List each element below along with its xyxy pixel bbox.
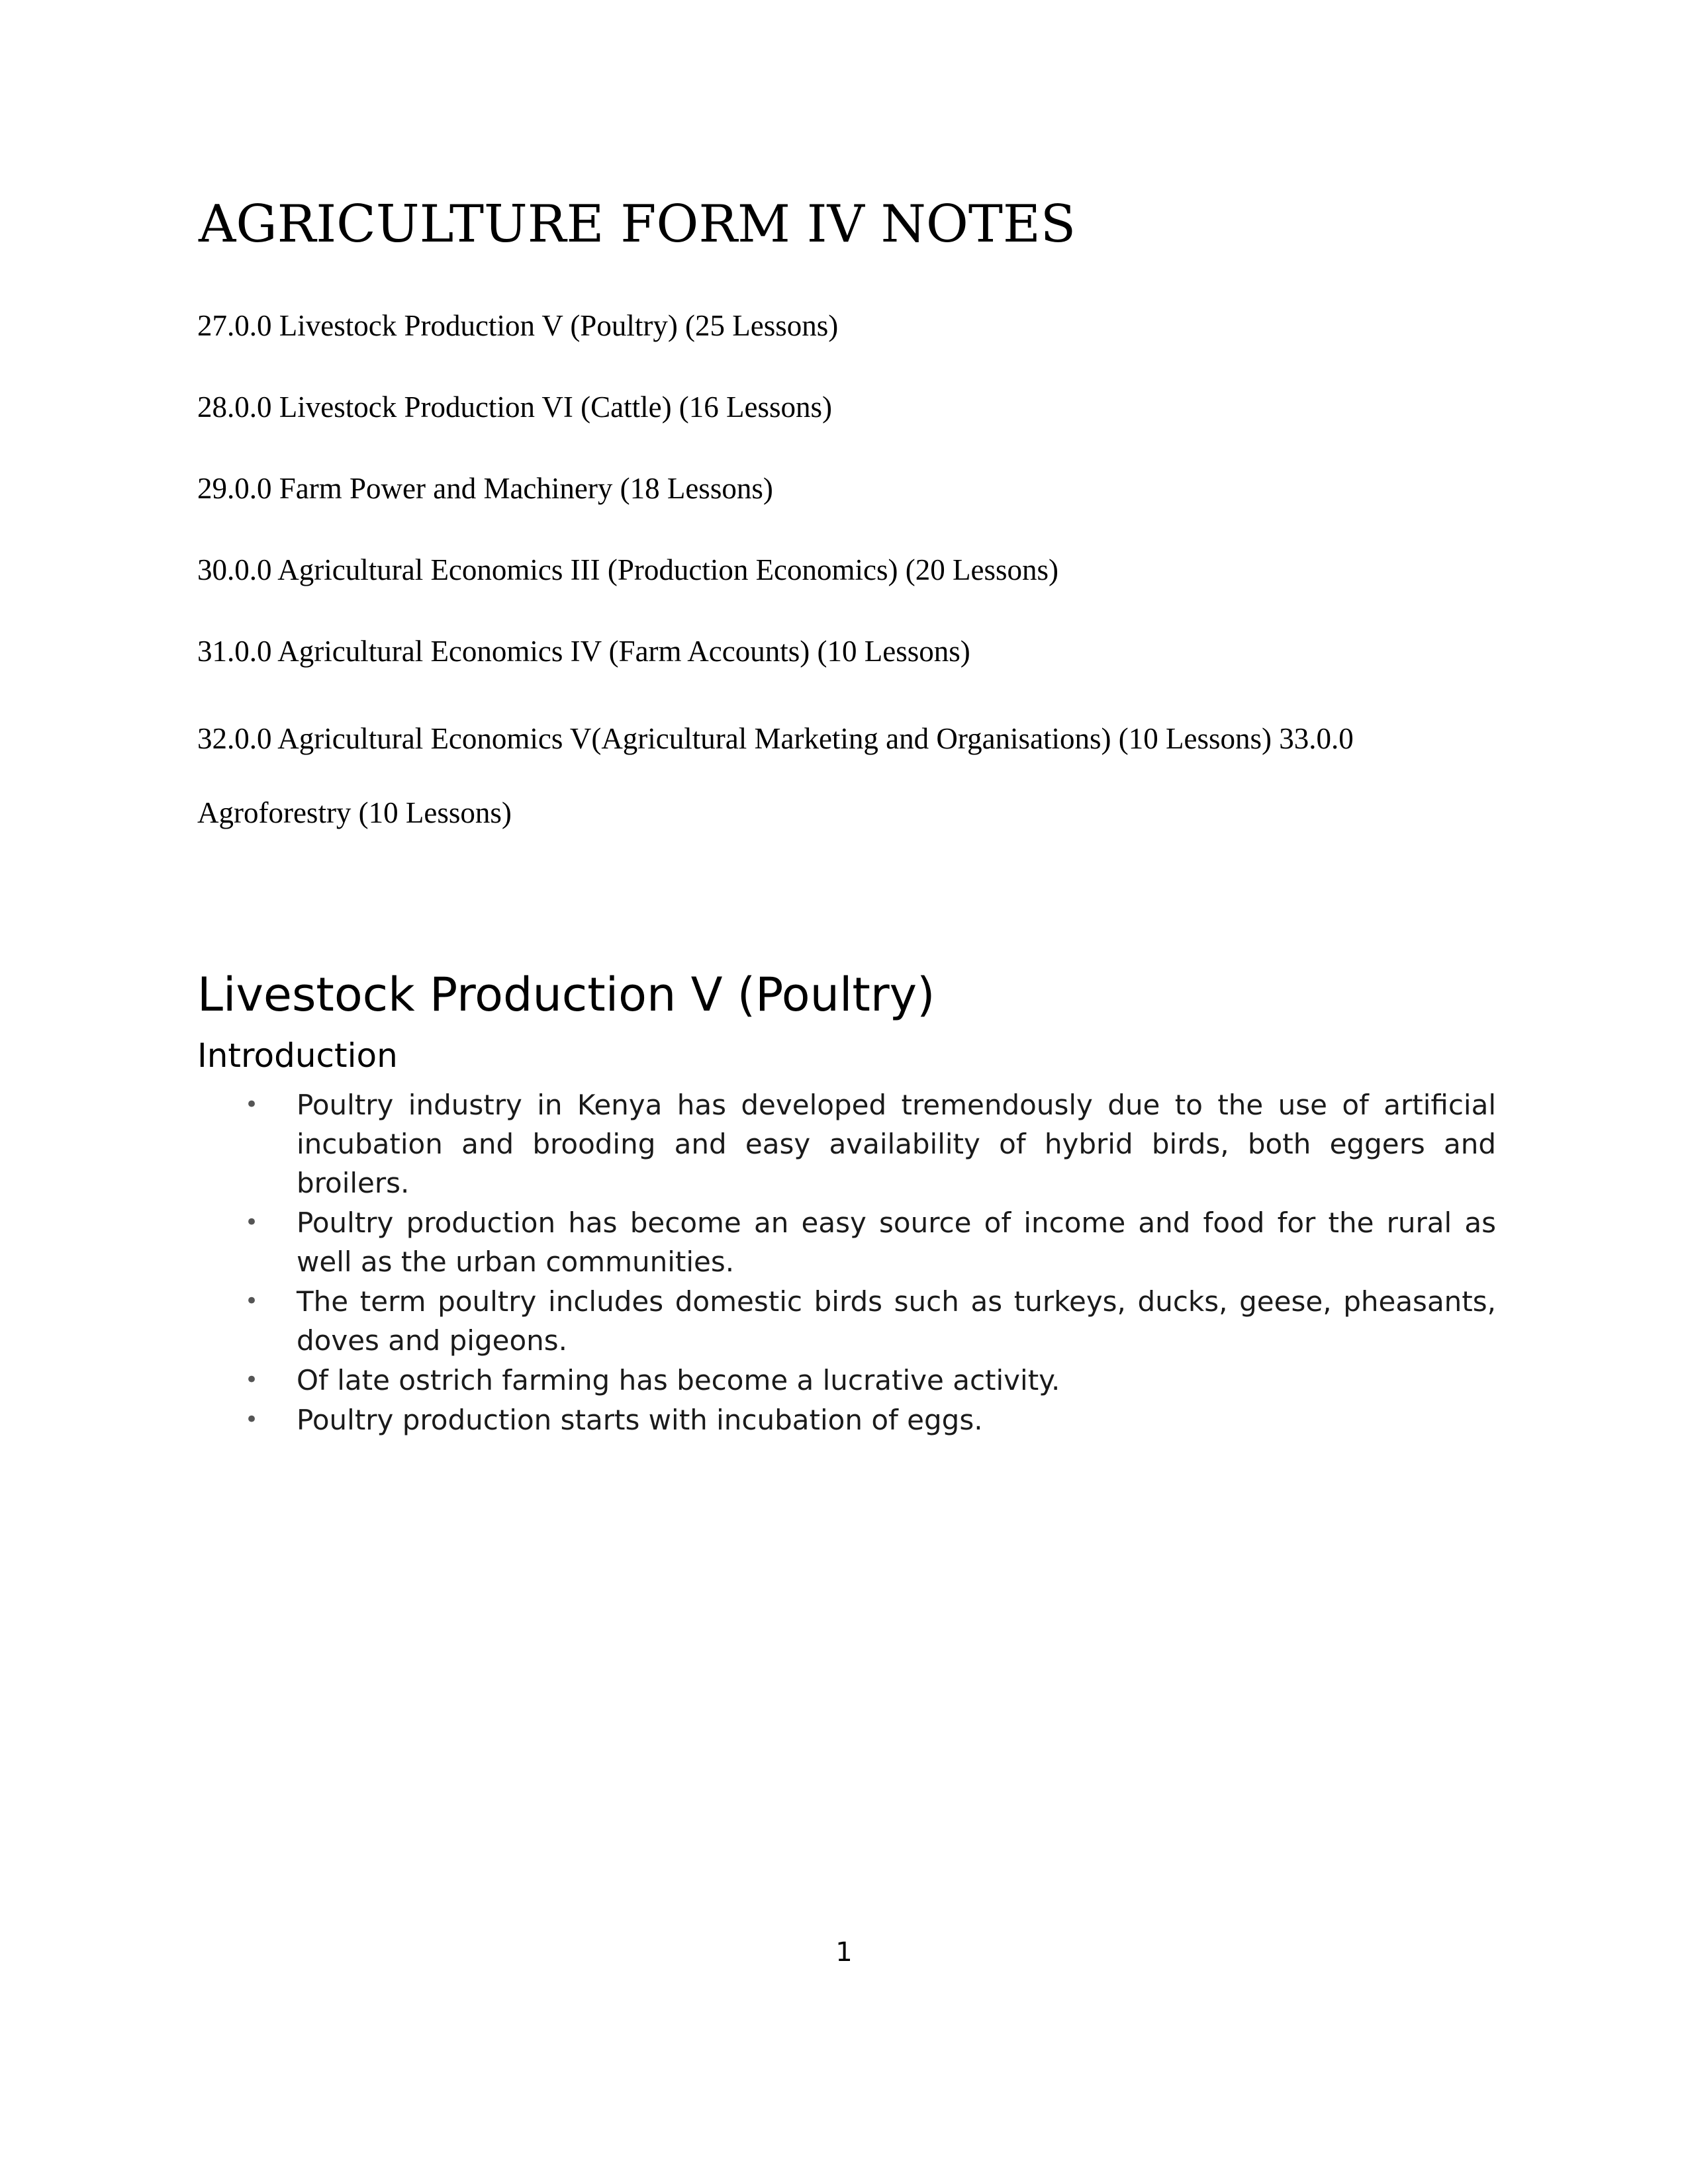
list-item-text: The term poultry includes domestic birds such as turkeys, ducks, geese, pheasants, doves and pigeons.: [297, 1285, 1496, 1357]
toc-item: 32.0.0 Agricultural Economics V(Agricultural Marketing and Organisations) (10 Lessons) 33.0.0 Agroforestry (10 Lessons): [197, 722, 1354, 829]
toc-item: 27.0.0 Livestock Production V (Poultry) (25 Lessons): [197, 309, 839, 342]
toc-item: 28.0.0 Livestock Production VI (Cattle) (16 Lessons): [197, 390, 833, 424]
bullet-icon: •: [245, 1288, 259, 1314]
list-item: [245, 1203, 1496, 1281]
toc-item: 31.0.0 Agricultural Economics IV (Farm Accounts) (10 Lessons): [197, 635, 970, 668]
bullet-icon: •: [245, 1091, 259, 1118]
list-item: [245, 1361, 1496, 1400]
list-item-text: Of late ostrich farming has become a lucrative activity.: [297, 1364, 1060, 1396]
toc-item: 30.0.0 Agricultural Economics III (Production Economics) (20 Lessons): [197, 553, 1058, 586]
section-subheading: Introduction: [197, 1036, 398, 1075]
section-heading: Livestock Production V (Poultry): [197, 968, 935, 1022]
list-item-text: Poultry industry in Kenya has developed tremendously due to the use of artificial incubation and brooding and easy availability of hybrid birds, both eggers and broilers.: [297, 1089, 1496, 1199]
list-item-text: Poultry production has become an easy source of income and food for the rural as well as the urban communities.: [297, 1206, 1496, 1278]
document-title: AGRICULTURE FORM IV NOTES: [199, 195, 1076, 254]
list-item-text: Poultry production starts with incubation of eggs.: [297, 1404, 983, 1436]
list-item: [245, 1282, 1496, 1360]
bullet-icon: •: [245, 1209, 259, 1236]
list-item: [245, 1085, 1496, 1203]
page-number: 1: [835, 1937, 853, 1968]
bullet-icon: •: [245, 1406, 259, 1433]
toc-item: 29.0.0 Farm Power and Machinery (18 Lessons): [197, 472, 773, 505]
list-item: [245, 1400, 1496, 1439]
bullet-list: [245, 1085, 1496, 1440]
bullet-icon: •: [245, 1367, 259, 1393]
